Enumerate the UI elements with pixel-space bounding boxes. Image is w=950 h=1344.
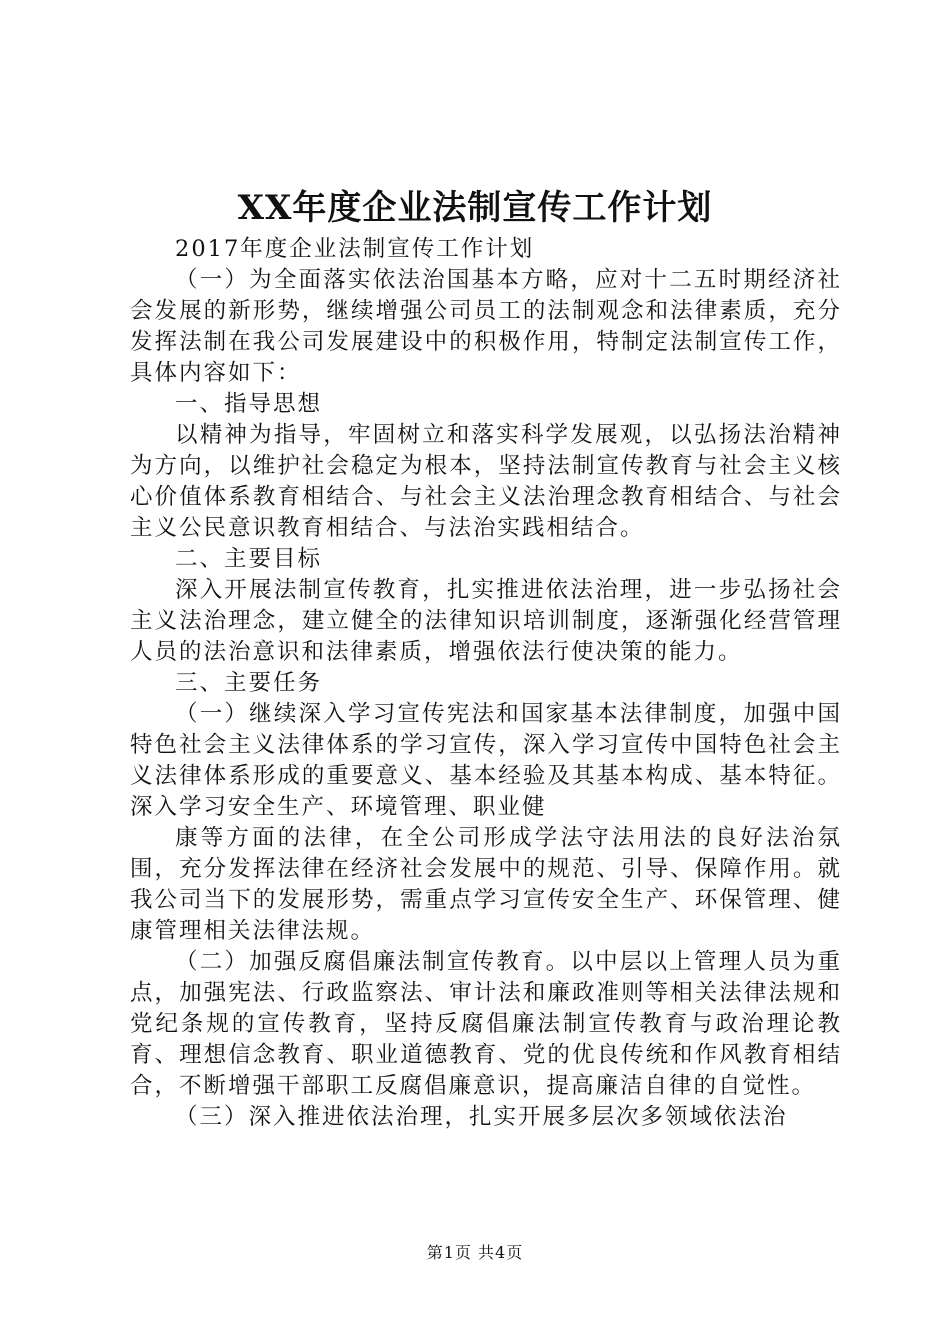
main-goals-paragraph: 深入开展法制宣传教育，扎实推进依法治理，进一步弘扬社会主义法治理念，建立健全的法律知识培训制度，逐渐强化经营管理人员的法治意识和法律素质，增强依法行使决策的能力。 — [130, 577, 842, 665]
task-one-paragraph: （一）继续深入学习宣传宪法和国家基本法律制度，加强中国特色社会主义法律体系的学习宣传，深入学习宣传中国特色社会主义法律体系形成的重要意义、基本经验及其基本构成、基本特征。深入学习安全生产、环境管理、职业健 — [130, 701, 842, 820]
page-number-footer: 第1页 共4页 — [426, 1243, 524, 1262]
section-heading-main-tasks: 三、主要任务 — [175, 670, 323, 696]
subtitle-paragraph: 2017年度企业法制宣传工作计划 — [175, 236, 535, 262]
intro-paragraph: （一）为全面落实依法治国基本方略，应对十二五时期经济社会发展的新形势，继续增强公司员工的法制观念和法律素质，充分发挥法制在我公司发展建设中的积极作用，特制定法制宣传工作，具体内容如下： — [130, 267, 842, 386]
section-heading-guiding-thought: 一、指导思想 — [175, 391, 323, 417]
section-heading-main-goals: 二、主要目标 — [175, 546, 323, 572]
task-one-continued-paragraph: 康等方面的法律，在全公司形成学法守法用法的良好法治氛围，充分发挥法律在经济社会发展中的规范、引导、保障作用。就我公司当下的发展形势，需重点学习宣传安全生产、环保管理、健康管理相关法律法规。 — [130, 825, 842, 944]
task-two-paragraph: （二）加强反腐倡廉法制宣传教育。以中层以上管理人员为重点，加强宪法、行政监察法、审计法和廉政准则等相关法律法规和党纪条规的宣传教育，坚持反腐倡廉法制宣传教育与政治理论教育、理想信念教育、职业道德教育、党的优良传统和作风教育相结合，不断增强干部职工反腐倡廉意识，提高廉洁自律的自觉性。 — [130, 949, 842, 1099]
document-body — [130, 234, 842, 1133]
document-title: XX年度企业法制宣传工作计划 — [237, 188, 713, 228]
guiding-thought-paragraph: 以精神为指导，牢固树立和落实科学发展观，以弘扬法治精神为方向，以维护社会稳定为根本，坚持法制宣传教育与社会主义核心价值体系教育相结合、与社会主义法治理念教育相结合、与社会主义公民意识教育相结合、与法治实践相结合。 — [130, 422, 842, 541]
task-three-paragraph: （三）深入推进依法治理，扎实开展多层次多领域依法治 — [175, 1104, 788, 1130]
